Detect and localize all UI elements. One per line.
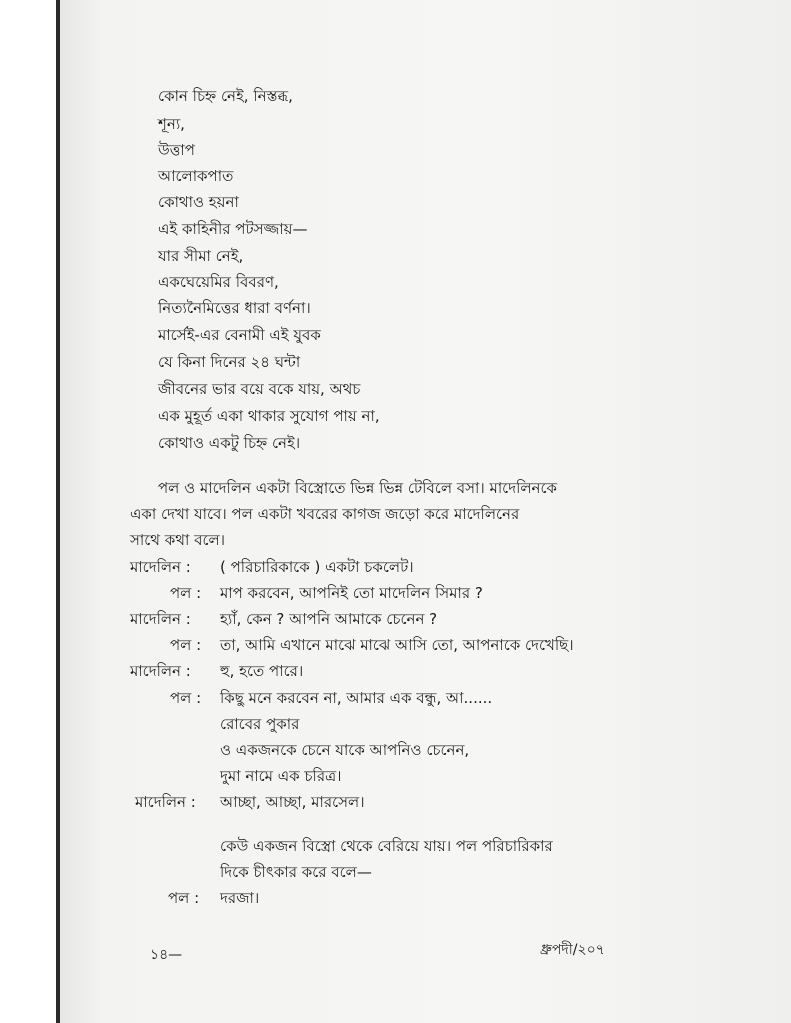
speaker-paul: পল : — [170, 636, 202, 654]
dialogue-line: ও একজনকে চেনে যাকে আপনিও চেনেন, — [220, 741, 470, 759]
dialogue-line: তা, আমি এখানে মাঝে মাঝে আসি তো, আপনাকে দেখেছি। — [220, 636, 574, 654]
poem-line: যে কিনা দিনের ২৪ ঘন্টা — [158, 353, 301, 371]
speaker-madeleine: মাদেলিন : — [130, 662, 191, 680]
poem-line: কোন চিহ্ন নেই, নিস্তব্ধ, — [158, 87, 293, 105]
speaker-paul: পল : — [170, 584, 202, 602]
speaker-paul: পল : — [170, 689, 202, 707]
poem-line: শূন্য, — [158, 115, 185, 133]
stage-direction-line: একা দেখা যাবে। পল একটা খবরের কাগজ জড়ো করে মাদেলিনের — [130, 505, 520, 523]
dialogue-line: রোবের পুকার — [220, 715, 300, 733]
poem-line: আলোকপাত — [158, 167, 234, 185]
poem-line: কোথাও একটু চিহ্ন নেই। — [158, 434, 301, 452]
speaker-madeleine: মাদেলিন : — [130, 610, 191, 628]
stage-direction-line: কেউ একজন বিস্ত্রো থেকে বেরিয়ে যায়। পল পরিচারিকার — [220, 837, 553, 855]
poem-line: এক মুহূর্ত একা থাকার সুযোগ পায় না, — [158, 407, 380, 425]
speaker-madeleine: মাদেলিন : — [135, 793, 196, 811]
stage-direction-line: দিকে চীৎকার করে বলে— — [220, 863, 372, 881]
dialogue-line: হু, হতে পারে। — [220, 662, 304, 680]
dialogue-line: দুমা নামে এক চরিত্র। — [220, 767, 342, 785]
page-number-right: ধ্রুপদী/২০৭ — [540, 942, 605, 958]
poem-line: মার্সেই-এর বেনামী এই যুবক — [158, 326, 321, 344]
page-number-left: ১৪— — [150, 947, 183, 963]
poem-line: উত্তাপ — [158, 141, 195, 159]
speaker-paul: পল : — [168, 889, 200, 907]
dialogue-line: কিছু মনে করবেন না, আমার এক বন্ধু, আ...... — [220, 689, 493, 707]
dialogue-line: মাপ করবেন, আপনিই তো মাদেলিন সিমার ? — [220, 584, 483, 602]
dialogue-line: আচ্ছা, আচ্ছা, মারসেল। — [220, 793, 365, 811]
stage-direction-line: পল ও মাদেলিন একটা বিস্ত্রোতে ভিন্ন ভিন্ন টেবিলে বসা। মাদেলিনকে — [158, 479, 558, 497]
poem-line: যার সীমা নেই, — [158, 247, 244, 265]
poem-line: কোথাও হয়না — [158, 193, 239, 211]
poem-line: নিত্যনৈমিত্তের ধারা বর্ণনা। — [158, 299, 311, 317]
poem-line: জীবনের ভার বয়ে বকে যায়, অথচ — [158, 380, 361, 398]
poem-line: একঘেয়েমির বিবরণ, — [158, 273, 279, 291]
page-edge — [56, 0, 60, 1023]
poem-line: এই কাহিনীর পটসজ্জায়— — [158, 220, 308, 238]
dialogue-line: দরজা। — [220, 889, 260, 907]
dialogue-line: ( পরিচারিকাকে ) একটা চকলেট। — [220, 558, 414, 576]
speaker-madeleine: মাদেলিন : — [130, 558, 191, 576]
dialogue-line: হ্যাঁ, কেন ? আপনি আমাকে চেনেন ? — [220, 610, 438, 628]
stage-direction-line: সাথে কথা বলে। — [130, 531, 226, 549]
